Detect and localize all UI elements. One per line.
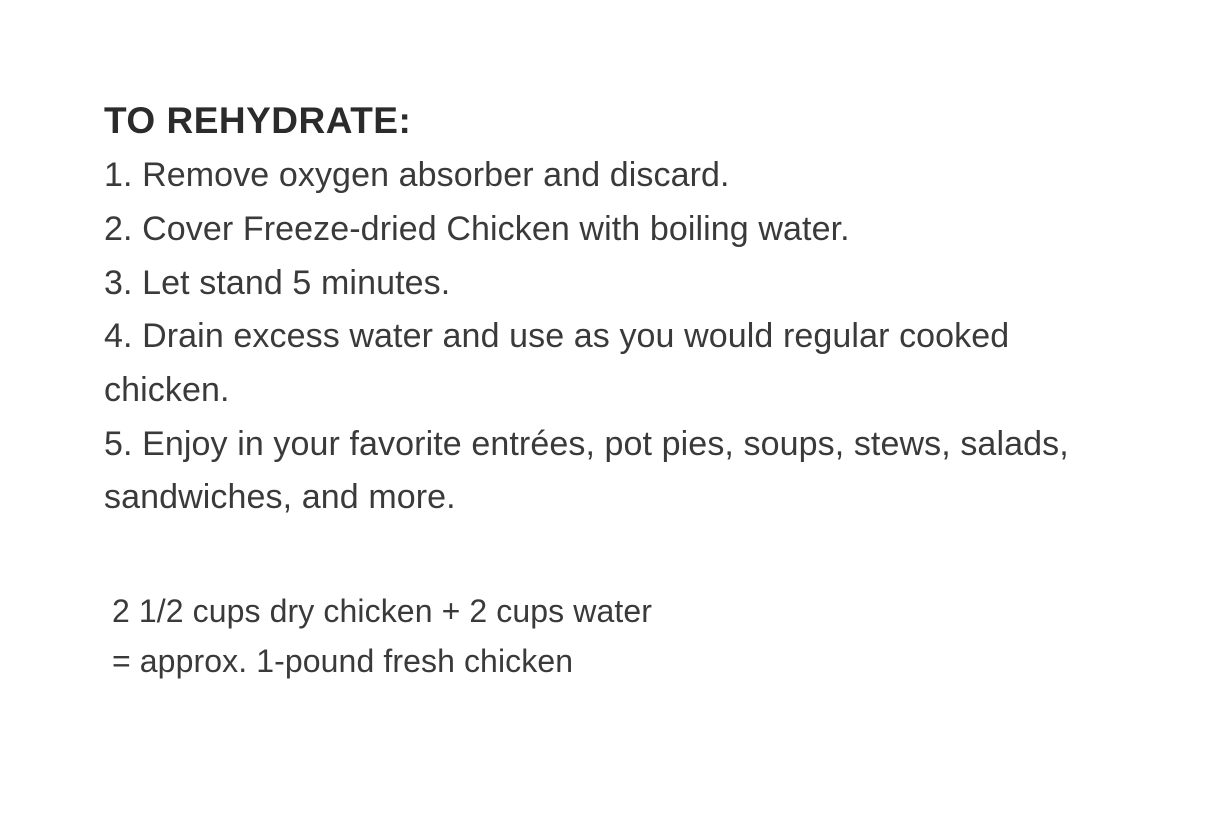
rehydrate-instructions-block [104, 98, 1134, 686]
conversion-line: = approx. 1-pound fresh chicken [112, 642, 574, 679]
list-item: 3. Let stand 5 minutes. [104, 263, 451, 302]
list-item: 1. Remove oxygen absorber and discard. [104, 156, 730, 195]
page-title: TO REHYDRATE: [104, 100, 412, 141]
list-item: 4. Drain excess water and use as you would regular cooked chicken. [104, 317, 1010, 409]
conversion-note [104, 587, 1134, 686]
instruction-step-list [104, 149, 1134, 525]
list-item: 5. Enjoy in your favorite entrées, pot pies, soups, stews, salads, sandwiches, and more. [104, 424, 1069, 517]
list-item: 2. Cover Freeze-dried Chicken with boiling water. [104, 209, 850, 248]
conversion-line: 2 1/2 cups dry chicken + 2 cups water [112, 593, 652, 630]
